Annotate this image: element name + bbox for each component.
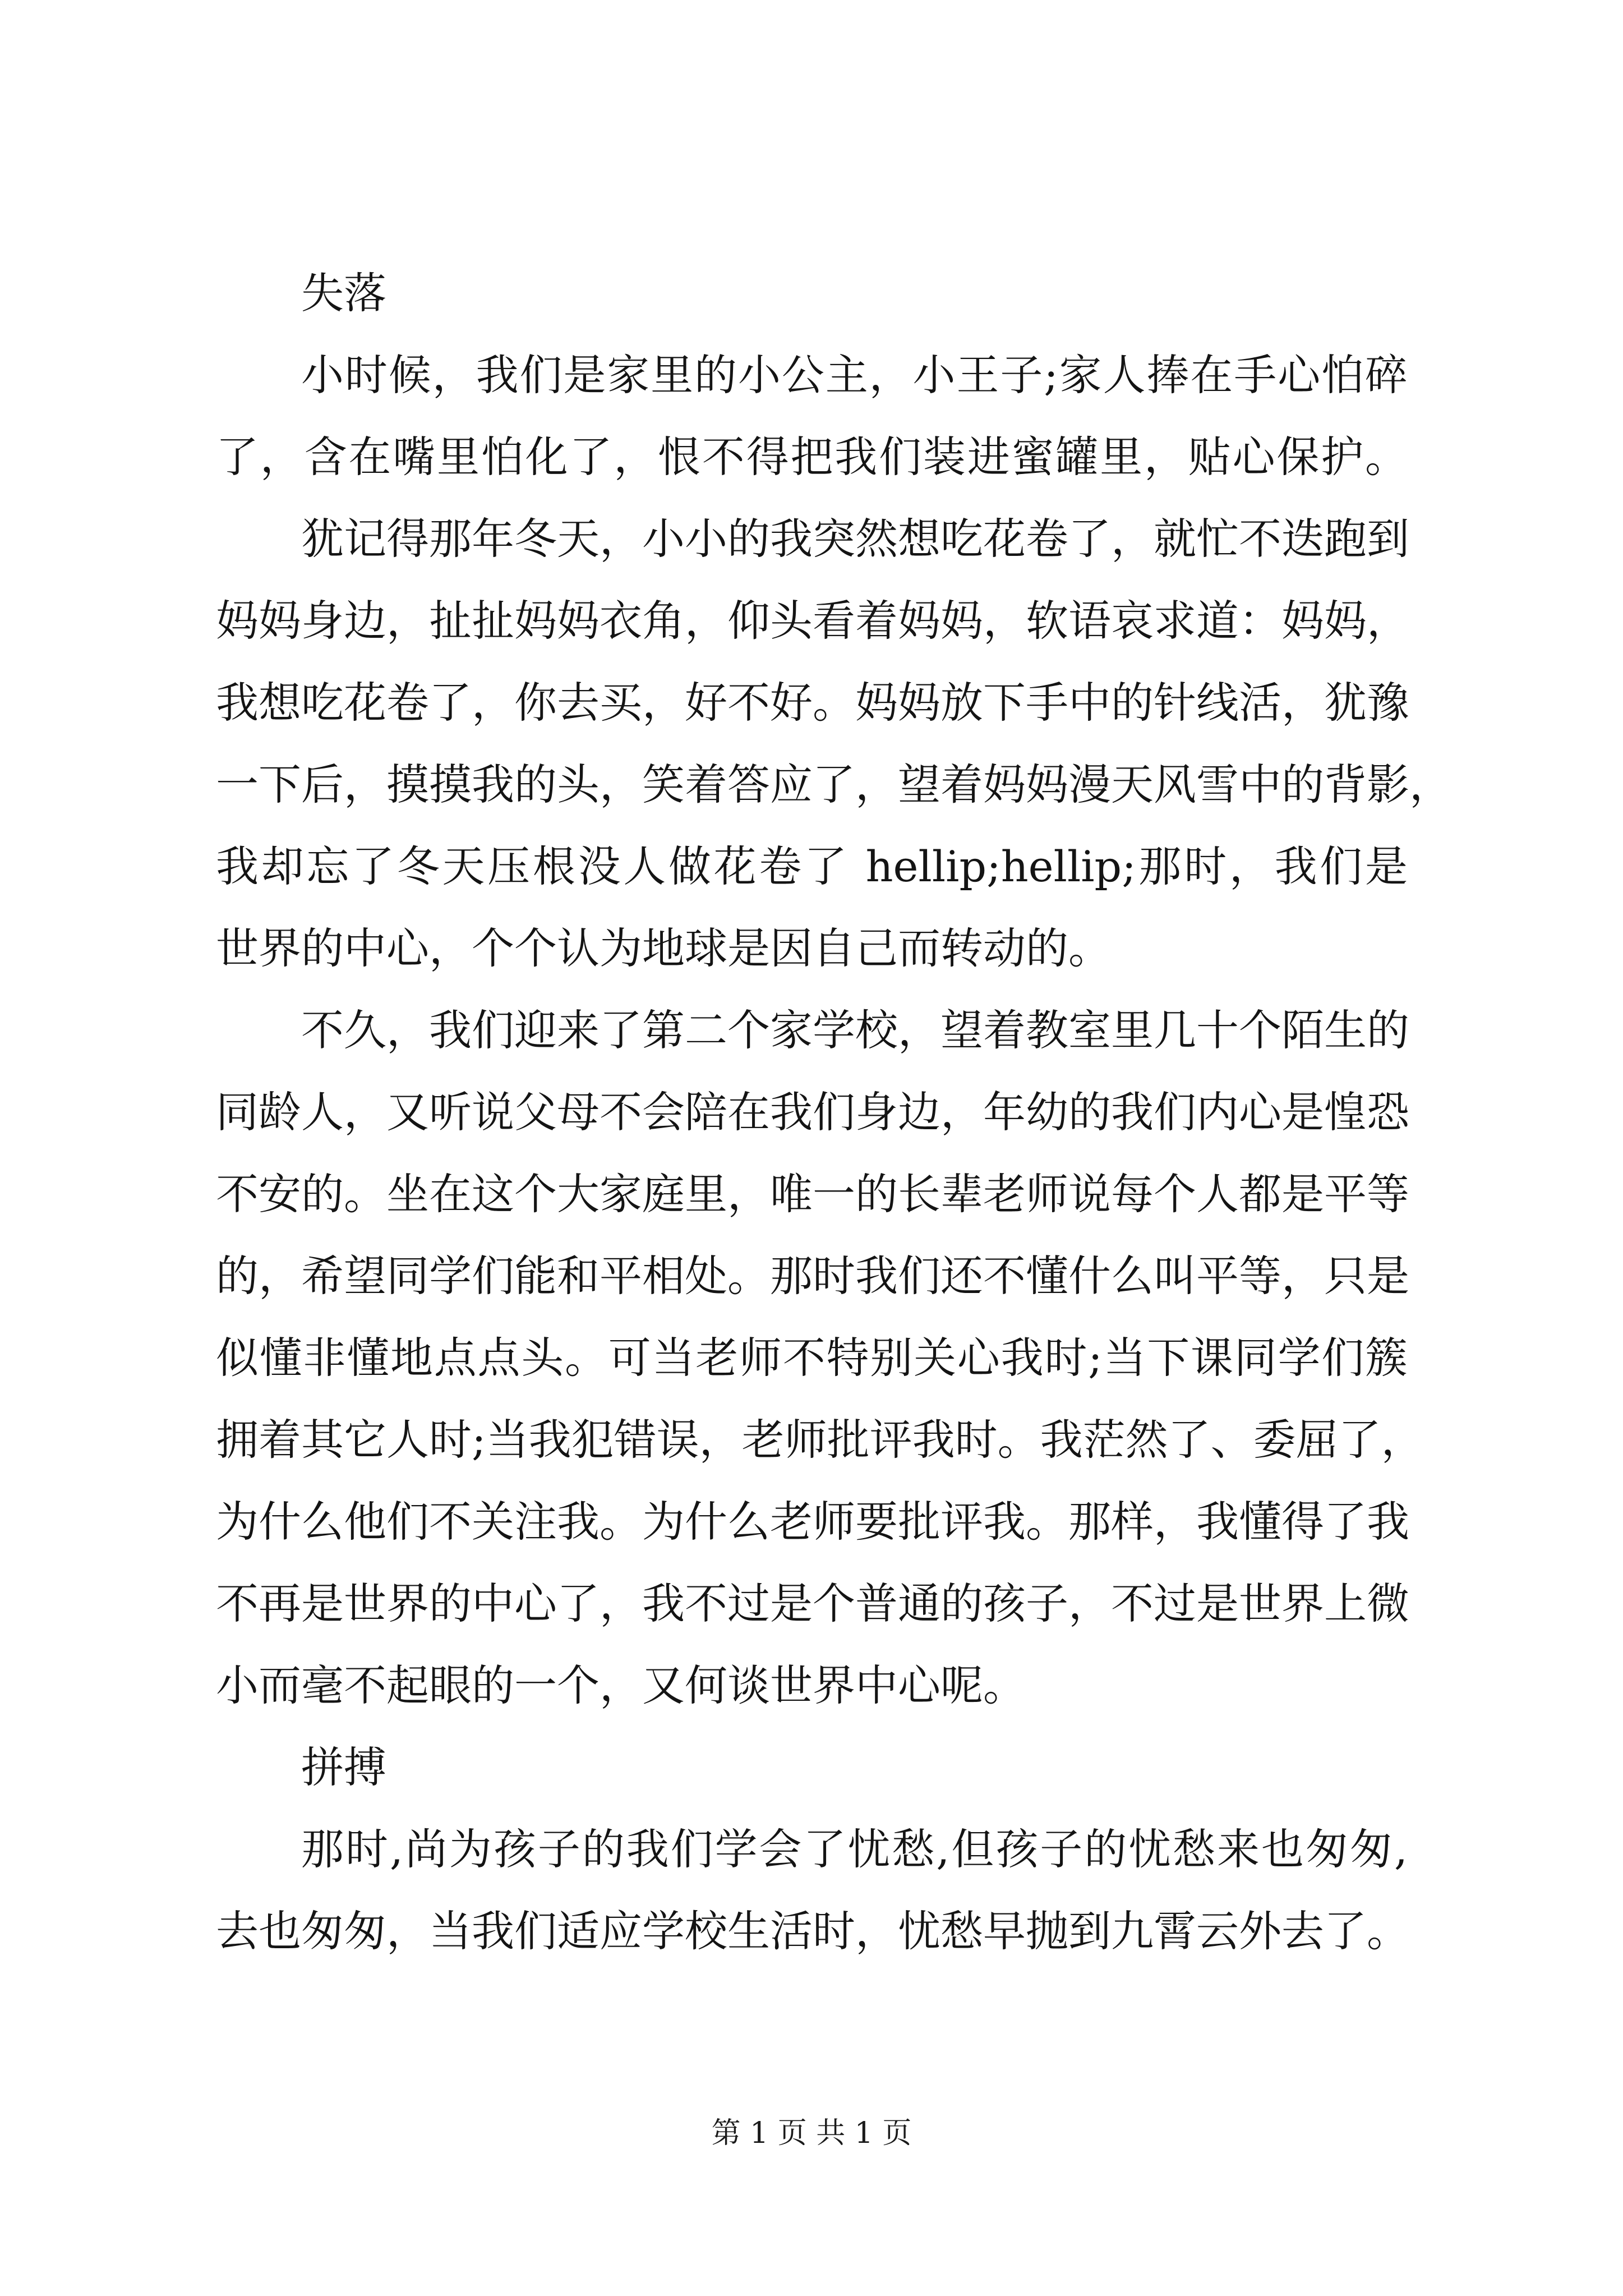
paragraph-line: 我想吃花卷了，你去买，好不好。妈妈放下手中的针线活，犹豫 xyxy=(216,678,1409,728)
paragraph-line: 似懂非懂地点点头。可当老师不特别关心我时;当下课同学们簇 xyxy=(216,1333,1408,1383)
paragraph-line: 小时候，我们是家里的小公主，小王子;家人捧在手心怕碎 xyxy=(301,350,1408,400)
paragraph-line: 妈妈身边，扯扯妈妈衣角，仰头看着妈妈，软语哀求道：妈妈， xyxy=(216,596,1409,646)
paragraph-line: 我却忘了冬天压根没人做花卷了 hellip;hellip;那时，我们是 xyxy=(216,841,1408,891)
paragraph-line: 小而毫不起眼的一个，又何谈世界中心呢。 xyxy=(216,1660,1026,1710)
paragraph-line: 的，希望同学们能和平相处。那时我们还不懂什么叫平等，只是 xyxy=(216,1251,1409,1301)
paragraph-line: 一下后，摸摸我的头，笑着答应了，望着妈妈漫天风雪中的背影， xyxy=(216,760,1452,809)
paragraph-line: 了，含在嘴里怕化了，恨不得把我们装进蜜罐里，贴心保护。 xyxy=(216,432,1408,482)
paragraph-line: 不安的。坐在这个大家庭里，唯一的长辈老师说每个人都是平等 xyxy=(216,1169,1409,1219)
page-footer: 第 1 页 共 1 页 xyxy=(711,2116,912,2150)
section-heading-shiluo: 失落 xyxy=(301,268,386,318)
paragraph-line: 同龄人，又听说父母不会陪在我们身边，年幼的我们内心是惶恐 xyxy=(216,1087,1409,1137)
paragraph-line: 为什么他们不关注我。为什么老师要批评我。那样，我懂得了我 xyxy=(216,1497,1409,1547)
document-body xyxy=(216,252,1452,1972)
paragraph-line: 去也匆匆，当我们适应学校生活时，忧愁早抛到九霄云外去了。 xyxy=(216,1906,1409,1956)
paragraph-line: 世界的中心，个个认为地球是因自己而转动的。 xyxy=(216,923,1111,973)
paragraph-line: 犹记得那年冬天，小小的我突然想吃花卷了，就忙不迭跑到 xyxy=(301,514,1409,564)
paragraph-line: 那时,尚为孩子的我们学会了忧愁,但孩子的忧愁来也匆匆, xyxy=(301,1824,1408,1874)
paragraph-line: 不再是世界的中心了，我不过是个普通的孩子，不过是世界上微 xyxy=(216,1579,1409,1628)
section-heading-pinbo: 拼搏 xyxy=(301,1742,386,1792)
paragraph-line: 拥着其它人时;当我犯错误，老师批评我时。我茫然了、委屈了， xyxy=(216,1415,1424,1465)
paragraph-line: 不久，我们迎来了第二个家学校，望着教室里几十个陌生的 xyxy=(301,1005,1409,1055)
